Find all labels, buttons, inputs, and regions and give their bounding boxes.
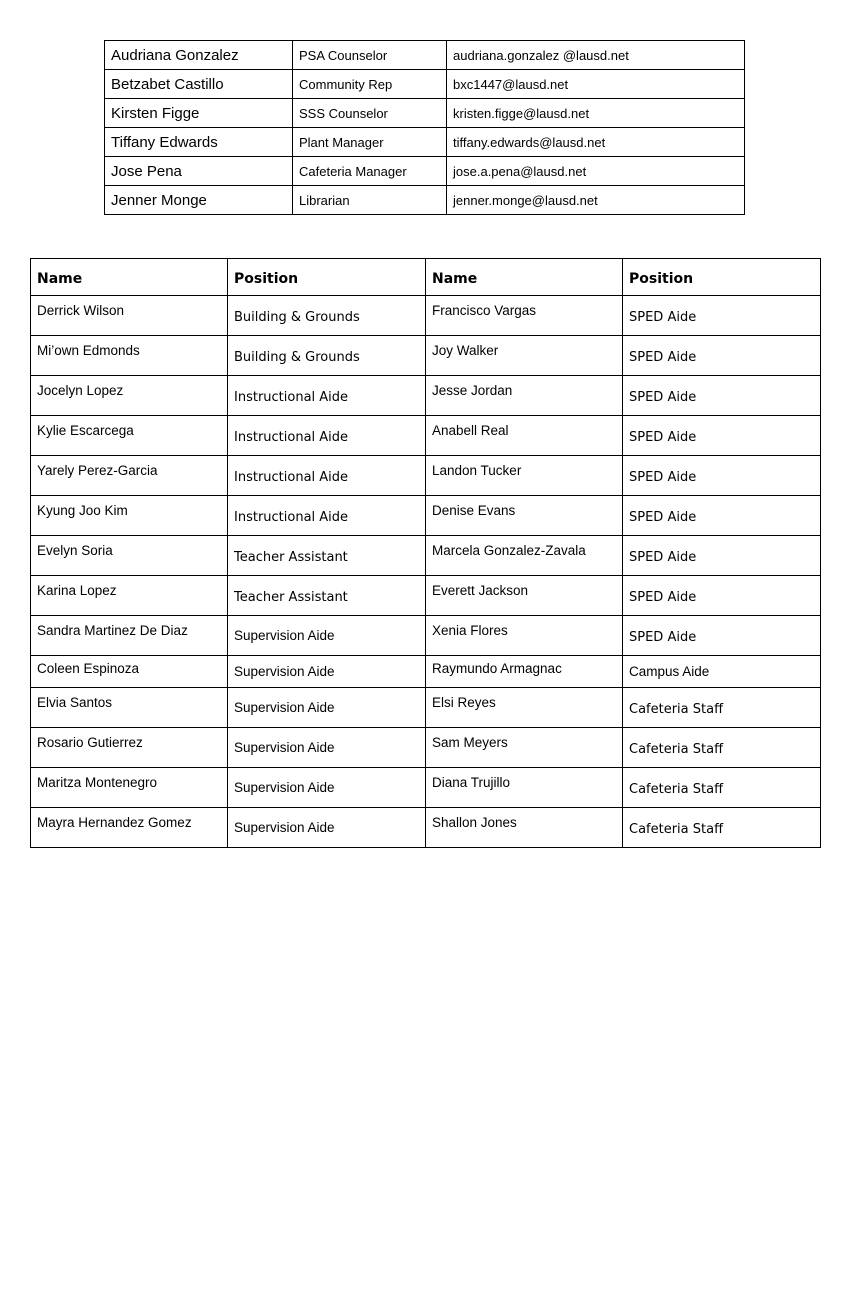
staff-name: Diana Trujillo <box>426 768 623 808</box>
staff-position: SPED Aide <box>623 296 821 336</box>
contact-name: Kirsten Figge <box>105 99 293 128</box>
contact-name: Betzabet Castillo <box>105 70 293 99</box>
staff-position: Supervision Aide <box>228 688 426 728</box>
table-row <box>31 728 821 768</box>
staff-name: Sandra Martinez De Diaz <box>31 616 228 656</box>
staff-position: SPED Aide <box>623 536 821 576</box>
staff-table <box>30 258 821 848</box>
staff-position: Building & Grounds <box>228 296 426 336</box>
staff-name: Karina Lopez <box>31 576 228 616</box>
staff-name: Yarely Perez-Garcia <box>31 456 228 496</box>
staff-position: Instructional Aide <box>228 376 426 416</box>
staff-name: Rosario Gutierrez <box>31 728 228 768</box>
contact-row <box>105 186 745 215</box>
contact-name: Tiffany Edwards <box>105 128 293 157</box>
contact-row <box>105 99 745 128</box>
contact-role: PSA Counselor <box>293 41 447 70</box>
staff-position: Cafeteria Staff <box>623 808 821 848</box>
staff-name: Elvia Santos <box>31 688 228 728</box>
staff-position: SPED Aide <box>623 496 821 536</box>
column-header-name: Name <box>426 259 623 296</box>
staff-position: SPED Aide <box>623 336 821 376</box>
column-header-position: Position <box>623 259 821 296</box>
table-row <box>31 416 821 456</box>
contact-role: SSS Counselor <box>293 99 447 128</box>
staff-name: Sam Meyers <box>426 728 623 768</box>
contact-email: kristen.figge@lausd.net <box>447 99 745 128</box>
staff-name: Everett Jackson <box>426 576 623 616</box>
table-row <box>31 576 821 616</box>
table-row <box>31 536 821 576</box>
contact-row <box>105 157 745 186</box>
staff-name: Coleen Espinoza <box>31 656 228 688</box>
contact-role: Plant Manager <box>293 128 447 157</box>
staff-name: Mi’own Edmonds <box>31 336 228 376</box>
table-row <box>31 376 821 416</box>
contact-row <box>105 128 745 157</box>
staff-name: Evelyn Soria <box>31 536 228 576</box>
staff-name: Shallon Jones <box>426 808 623 848</box>
contact-role: Cafeteria Manager <box>293 157 447 186</box>
staff-name: Anabell Real <box>426 416 623 456</box>
staff-name: Xenia Flores <box>426 616 623 656</box>
staff-position: Supervision Aide <box>228 808 426 848</box>
staff-position: Supervision Aide <box>228 728 426 768</box>
staff-name: Joy Walker <box>426 336 623 376</box>
table-row <box>31 808 821 848</box>
staff-position: Teacher Assistant <box>228 576 426 616</box>
staff-position: Supervision Aide <box>228 768 426 808</box>
staff-position: Cafeteria Staff <box>623 768 821 808</box>
staff-position: Supervision Aide <box>228 656 426 688</box>
staff-name: Jesse Jordan <box>426 376 623 416</box>
contact-name: Audriana Gonzalez <box>105 41 293 70</box>
staff-position: SPED Aide <box>623 616 821 656</box>
table-row <box>31 296 821 336</box>
staff-name: Kyung Joo Kim <box>31 496 228 536</box>
staff-name: Derrick Wilson <box>31 296 228 336</box>
contact-email: audriana.gonzalez @lausd.net <box>447 41 745 70</box>
staff-position: Supervision Aide <box>228 616 426 656</box>
staff-name: Raymundo Armagnac <box>426 656 623 688</box>
staff-name: Kylie Escarcega <box>31 416 228 456</box>
staff-position: Cafeteria Staff <box>623 728 821 768</box>
contact-email: bxc1447@lausd.net <box>447 70 745 99</box>
staff-name: Elsi Reyes <box>426 688 623 728</box>
staff-position: Cafeteria Staff <box>623 688 821 728</box>
staff-position: SPED Aide <box>623 416 821 456</box>
table-row <box>31 656 821 688</box>
staff-position: Teacher Assistant <box>228 536 426 576</box>
staff-position: Instructional Aide <box>228 496 426 536</box>
column-header-name: Name <box>31 259 228 296</box>
contact-email: tiffany.edwards@lausd.net <box>447 128 745 157</box>
contact-row <box>105 41 745 70</box>
staff-name: Marcela Gonzalez-Zavala <box>426 536 623 576</box>
staff-position: Instructional Aide <box>228 456 426 496</box>
table-row <box>31 456 821 496</box>
staff-position: Campus Aide <box>623 656 821 688</box>
contact-row <box>105 70 745 99</box>
contacts-table <box>104 40 745 215</box>
staff-name: Landon Tucker <box>426 456 623 496</box>
staff-name: Denise Evans <box>426 496 623 536</box>
contact-role: Librarian <box>293 186 447 215</box>
contact-role: Community Rep <box>293 70 447 99</box>
column-header-position: Position <box>228 259 426 296</box>
staff-name: Mayra Hernandez Gomez <box>31 808 228 848</box>
staff-header-row <box>31 259 821 296</box>
table-row <box>31 496 821 536</box>
contact-email: jose.a.pena@lausd.net <box>447 157 745 186</box>
staff-position: SPED Aide <box>623 576 821 616</box>
contact-name: Jenner Monge <box>105 186 293 215</box>
staff-name: Jocelyn Lopez <box>31 376 228 416</box>
staff-position: SPED Aide <box>623 376 821 416</box>
staff-name: Francisco Vargas <box>426 296 623 336</box>
contact-email: jenner.monge@lausd.net <box>447 186 745 215</box>
staff-position: Building & Grounds <box>228 336 426 376</box>
staff-name: Maritza Montenegro <box>31 768 228 808</box>
staff-position: Instructional Aide <box>228 416 426 456</box>
table-row <box>31 616 821 656</box>
contact-name: Jose Pena <box>105 157 293 186</box>
table-row <box>31 768 821 808</box>
table-row <box>31 336 821 376</box>
staff-position: SPED Aide <box>623 456 821 496</box>
table-row <box>31 688 821 728</box>
